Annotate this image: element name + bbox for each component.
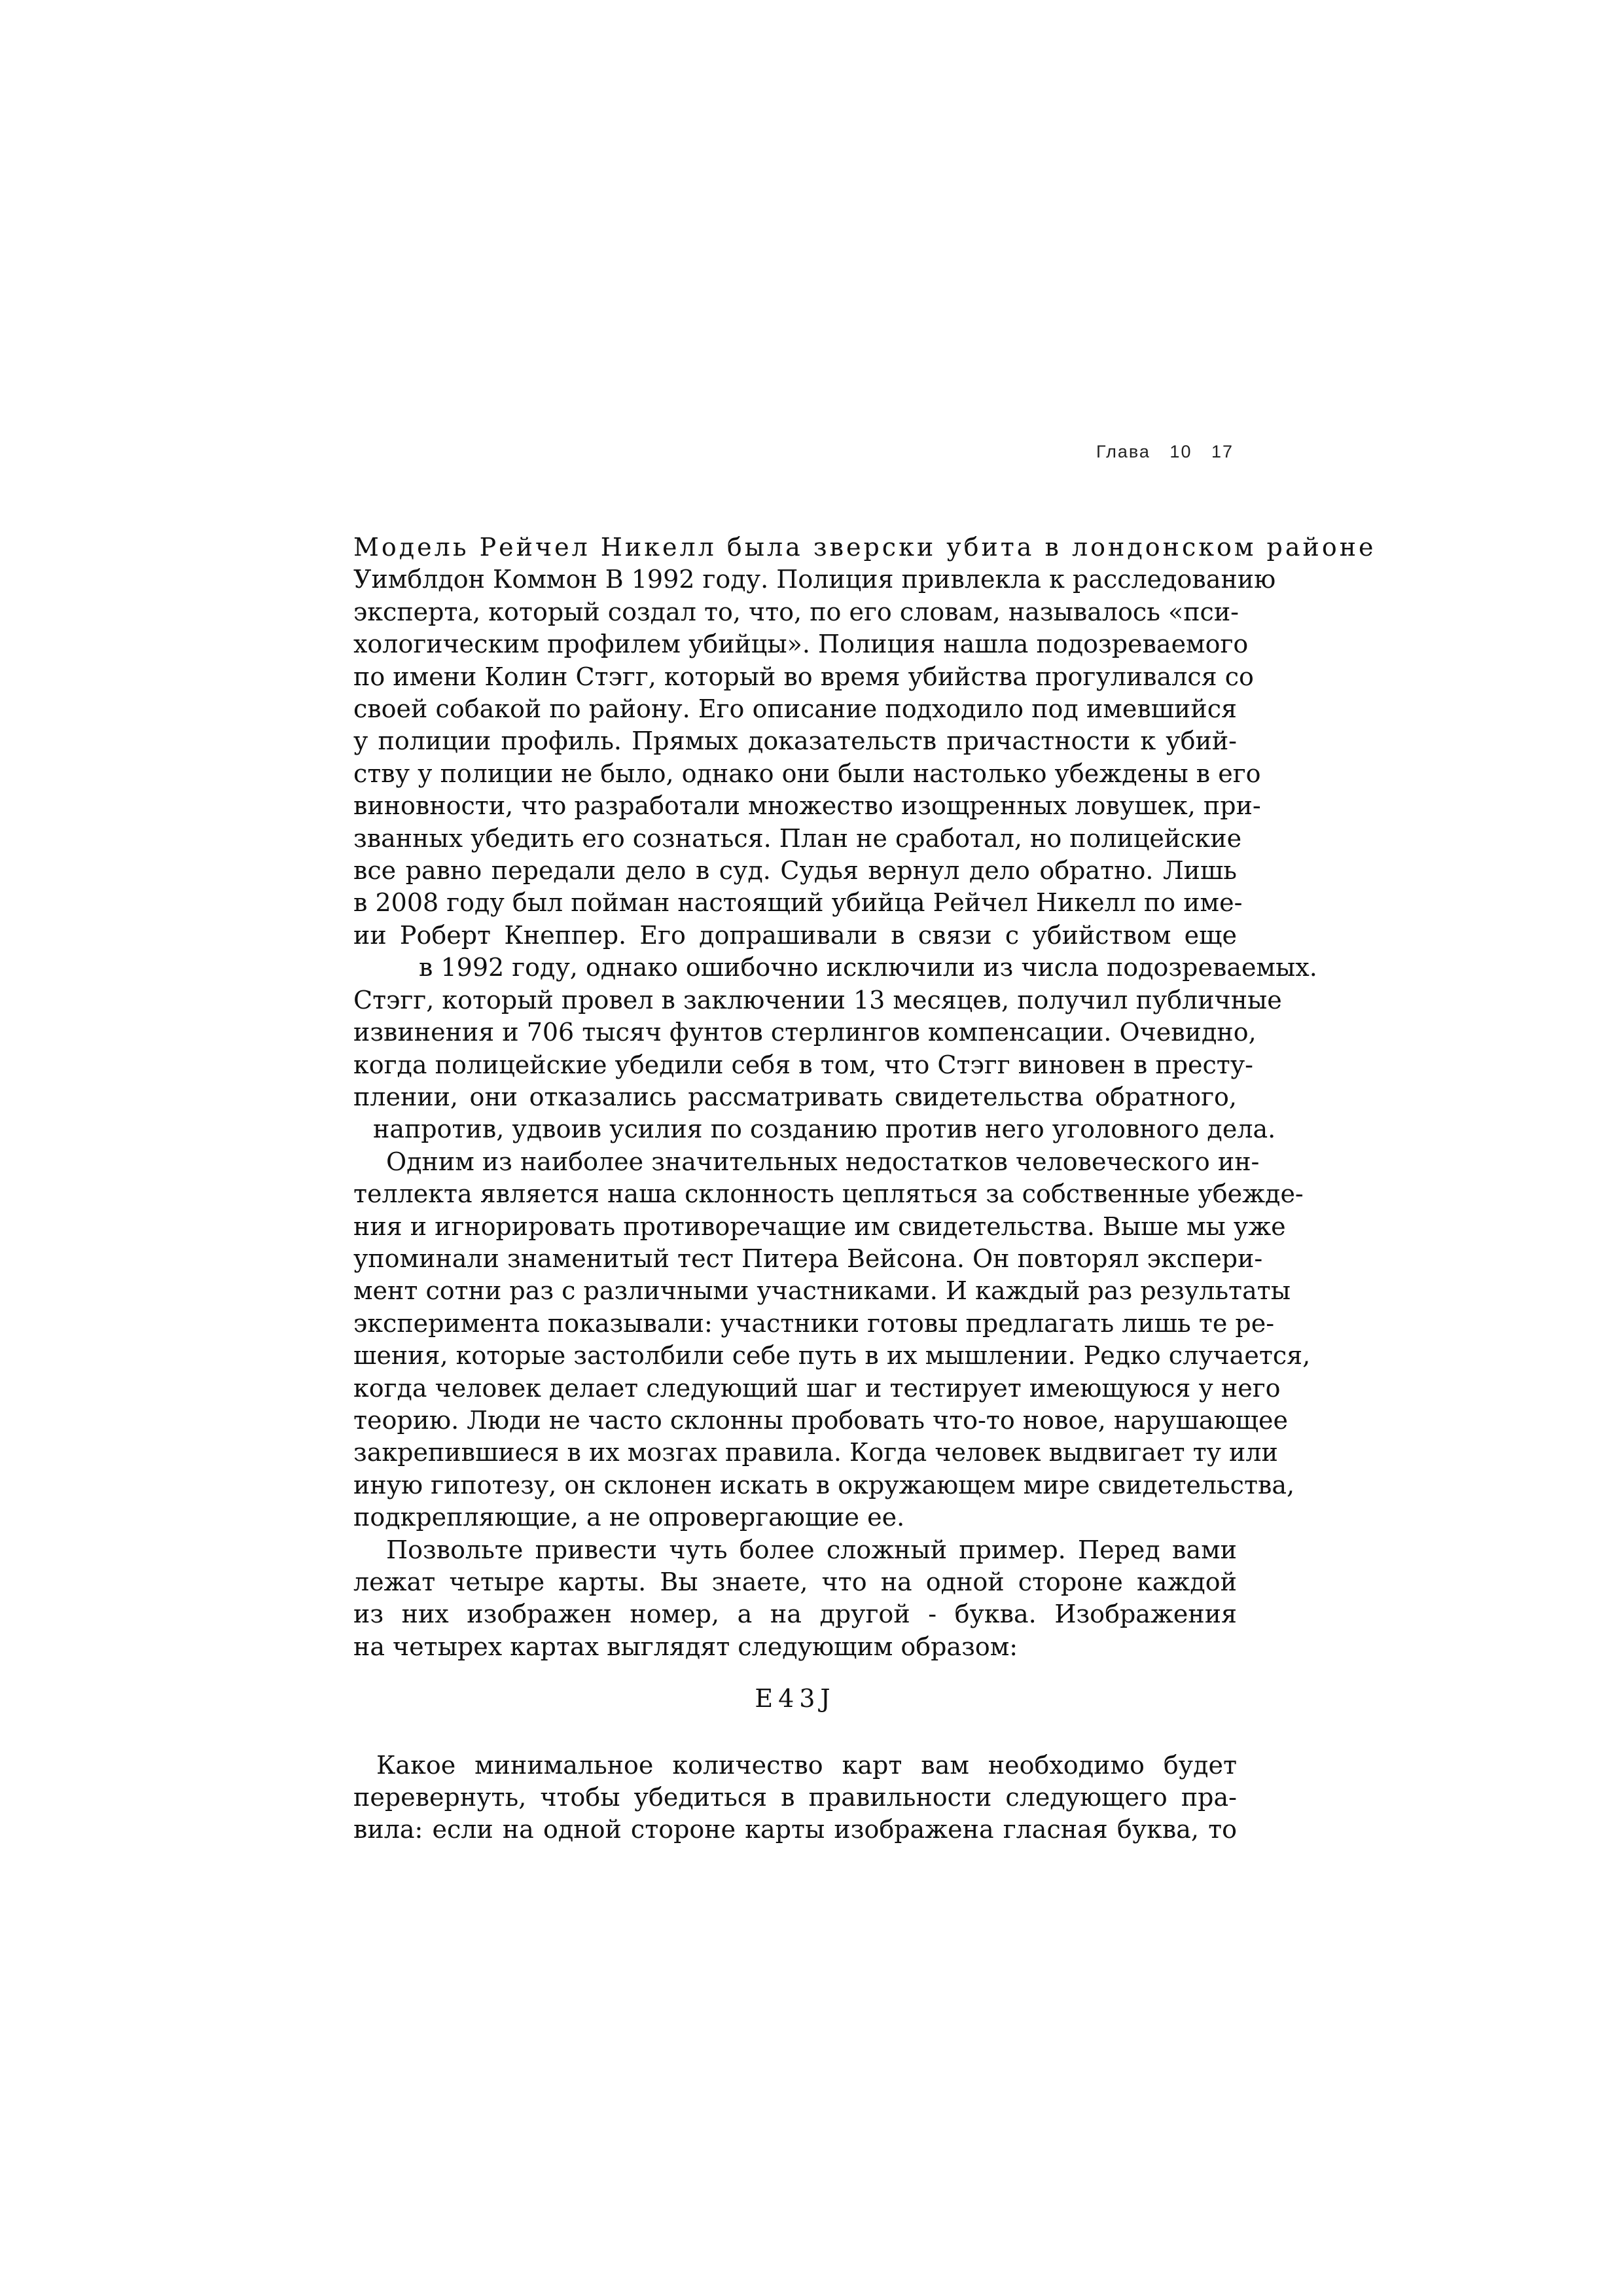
text-line: ии Роберт Кнеппер. Его допрашивали в связи с убийством еще bbox=[353, 920, 1237, 950]
text-line: по имени Колин Стэгг, который во время убийства прогуливался со bbox=[353, 662, 1254, 691]
text-line: напротив, удвоив усилия по созданию против него уголовного дела. bbox=[373, 1115, 1276, 1144]
text-line: ния и игнорировать противоречащие им свидетельства. Выше мы уже bbox=[353, 1211, 1286, 1241]
text-line: ству у полиции не было, однако они были настолько убеждены в его bbox=[353, 759, 1261, 788]
text-line: лежат четыре карты. Вы знаете, что на одной стороне каждой bbox=[353, 1568, 1237, 1596]
text-line: извинения и 706 тысяч фунтов стерлингов компенсации. Очевидно, bbox=[353, 1018, 1257, 1047]
text-line: виновности, что разработали множество изощренных ловушек, при- bbox=[353, 791, 1261, 821]
text-line: шения, которые застолбили себе путь в их мышлении. Редко случается, bbox=[353, 1341, 1311, 1371]
cards-formula: E43J bbox=[755, 1684, 836, 1713]
text-line: Какое минимальное количество карт вам необходимо будет bbox=[376, 1750, 1237, 1780]
body-text bbox=[353, 531, 1376, 1846]
text-line: Модель Рейчел Никелл была зверски убита в лондонском районе bbox=[353, 533, 1376, 562]
text-line: Стэгг, который провел в заключении 13 месяцев, получил публичные bbox=[353, 985, 1282, 1014]
text-line: эксперимента показывали: участники готовы предлагать лишь те ре- bbox=[353, 1308, 1275, 1338]
text-line: Позвольте привести чуть более сложный пример. Перед вами bbox=[386, 1535, 1237, 1564]
text-line: Одним из наиболее значительных недостатков человеческого ин- bbox=[386, 1147, 1260, 1176]
text-line: теорию. Люди не часто склонны пробовать что-то новое, нарушающее bbox=[353, 1405, 1288, 1435]
text-line: своей собакой по району. Его описание подходило под имевшийся bbox=[353, 694, 1237, 724]
text-line: на четырех картах выглядят следующим образом: bbox=[353, 1632, 1018, 1661]
text-line: когда полицейские убедили себя в том, что Стэгг виновен в престу- bbox=[353, 1050, 1254, 1079]
text-line: хологическим профилем убийцы». Полиция нашла подозреваемого bbox=[353, 630, 1249, 659]
text-line: мент сотни раз с различными участниками. И каждый раз результаты bbox=[353, 1276, 1291, 1306]
running-head: Глава 10 17 bbox=[1096, 442, 1234, 461]
text-line: подкрепляющие, а не опровергающие ее. bbox=[353, 1503, 905, 1532]
text-line: иную гипотезу, он склонен искать в окружающем мире свидетельства, bbox=[353, 1470, 1295, 1499]
text-line: плении, они отказались рассматривать свидетельства обратного, bbox=[353, 1082, 1237, 1111]
text-line: у полиции профиль. Прямых доказательств причастности к убий- bbox=[353, 726, 1237, 756]
text-line: в 2008 году был пойман настоящий убийца Рейчел Никелл по име- bbox=[353, 888, 1243, 918]
text-line: вила: если на одной стороне карты изображена гласная буква, то bbox=[353, 1815, 1237, 1844]
text-line: в 1992 году, однако ошибочно исключили из числа подозреваемых. bbox=[419, 953, 1317, 982]
text-line: когда человек делает следующий шаг и тестирует имеющуюся у него bbox=[353, 1373, 1281, 1403]
text-line: званных убедить его сознаться. План не сработал, но полицейские bbox=[353, 823, 1242, 853]
text-line: все равно передали дело в суд. Судья вернул дело обратно. Лишь bbox=[353, 856, 1237, 886]
text-line: из них изображен номер, а на другой - буква. Изображения bbox=[353, 1600, 1237, 1629]
text-line: эксперта, который создал то, что, по его словам, называлось «пси- bbox=[353, 597, 1239, 626]
text-line: Уимблдон Коммон В 1992 году. Полиция привлекла к расследованию bbox=[353, 565, 1276, 594]
text-line: закрепившиеся в их мозгах правила. Когда человек выдвигает ту или bbox=[353, 1438, 1278, 1467]
text-line: упоминали знаменитый тест Питера Вейсона. Он повторял экспери- bbox=[353, 1244, 1263, 1273]
text-line: перевернуть, чтобы убедиться в правильности следующего пра- bbox=[353, 1783, 1237, 1812]
text-line: теллекта является наша склонность цепляться за собственные убежде- bbox=[353, 1179, 1304, 1209]
